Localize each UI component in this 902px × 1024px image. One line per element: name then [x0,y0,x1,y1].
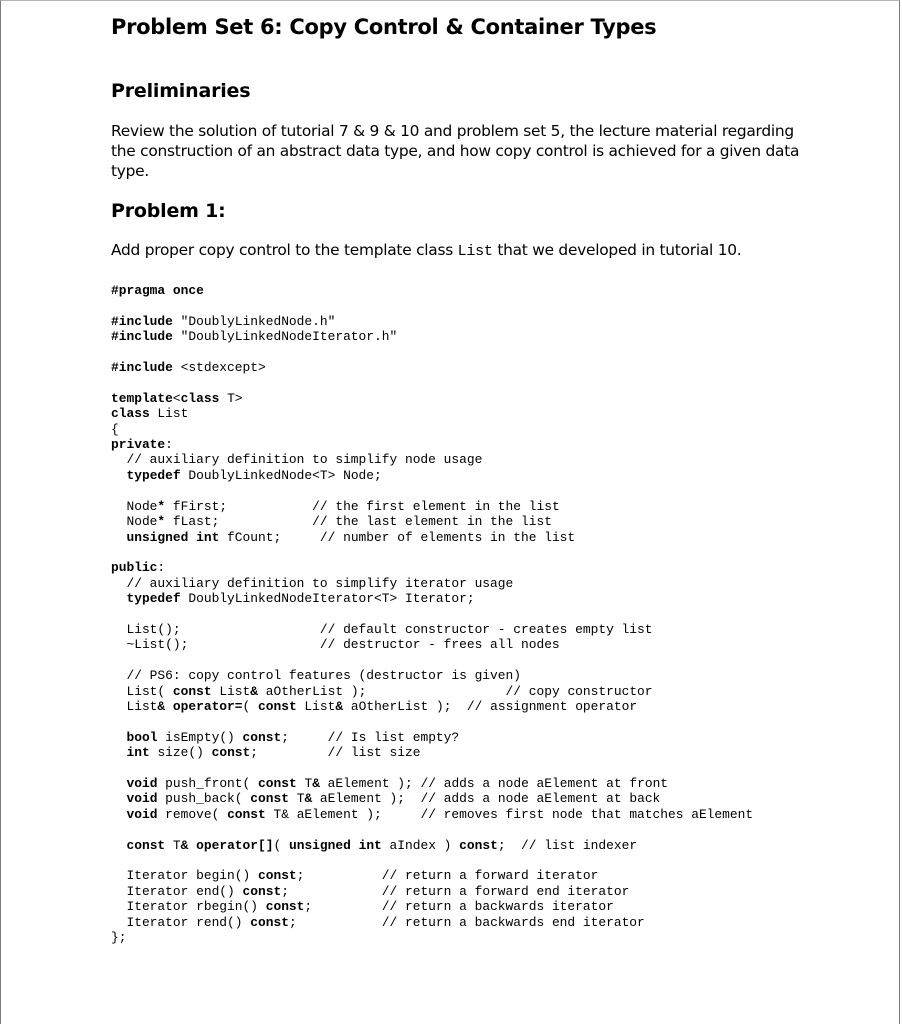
code-keyword: * [157,514,166,530]
code-text: aOtherList ); // assignment operator [343,698,638,714]
code-keyword: typedef [126,467,181,483]
code-keyword: const [126,837,166,853]
code-line [111,468,382,483]
code-text: push_back( [157,791,251,807]
code-keyword: public [111,560,158,576]
code-text: List [111,698,158,714]
code-line [111,730,459,745]
code-text: // auxiliary definition to simplify node usage [111,452,483,468]
code-text: List(); // default constructor - creates empty list [111,621,653,637]
code-line [111,684,653,699]
code-keyword: #pragma once [111,283,204,298]
code-text: ; // list size [250,745,421,761]
code-keyword: const [172,683,212,699]
code-line [111,838,637,853]
code-line [111,868,598,883]
code-text [111,745,126,760]
code-keyword: class [111,406,150,422]
code-text: Node [111,514,158,530]
class-name: List [457,243,493,260]
code-keyword: const [265,899,305,915]
code-text: T [288,791,305,807]
code-keyword: template [111,390,173,406]
code-line [111,699,637,714]
code-text: remove( [157,806,228,822]
code-text: ; // return a forward iterator [296,868,599,884]
code-text [111,776,126,791]
code-text: Iterator end() [111,883,243,899]
code-keyword: #include [111,313,173,329]
preliminaries-heading: Preliminaries [111,80,251,102]
code-text: fFirst; // the first element in the list [165,498,560,514]
problem1-text-before: Add proper copy control to the template class [111,241,458,259]
code-line [111,930,126,945]
code-keyword: const [242,729,282,745]
code-keyword: bool [126,729,158,745]
code-text: ~List(); // destructor - frees all nodes [111,637,560,653]
code-text: "DoublyLinkedNodeIterator.h" [172,329,398,345]
code-text: ; // return a backwards iterator [304,899,614,915]
code-text: aElement ); // adds a node aElement at front [319,776,669,791]
code-text [111,838,126,853]
code-text: isEmpty() [157,729,243,745]
code-line [111,591,475,606]
code-line [111,360,266,375]
code-text: fLast; // the last element in the list [165,514,552,530]
code-keyword: #include [111,329,173,345]
code-keyword: & operator[] [180,837,274,853]
code-keyword: const [227,806,266,822]
code-line [111,437,173,452]
code-keyword: const [242,883,282,899]
code-keyword: & [304,791,313,807]
code-text [111,530,126,545]
code-keyword: void [126,806,158,822]
code-line [111,391,243,406]
code-text: T [296,776,313,791]
code-line [111,283,204,298]
code-line [111,314,335,329]
code-text: }; [111,930,127,946]
code-keyword: const [258,776,297,791]
code-keyword: & [312,776,320,791]
code-text: aIndex ) [381,837,460,853]
code-line [111,514,552,529]
code-keyword: const [250,791,289,807]
code-text: Iterator begin() [111,868,258,884]
code-text: push_front( [157,776,259,791]
code-line [111,807,753,822]
code-text [111,591,126,606]
code-keyword: & [250,683,259,699]
code-text: ; // list indexer [497,837,638,853]
code-line [111,637,560,652]
code-text [111,791,126,806]
code-keyword: & [335,698,344,714]
code-text: T [165,837,181,853]
code-line [111,560,165,575]
code-text: : [157,560,166,576]
code-text: "DoublyLinkedNode.h" [172,313,336,329]
code-text: List [211,683,251,699]
code-line [111,499,560,514]
code-keyword: unsigned int [288,837,382,853]
code-text: List( [111,683,173,699]
code-keyword: const [258,698,297,714]
code-keyword: & operator= [157,698,243,714]
code-text: : [165,437,173,453]
code-line [111,530,575,545]
code-text: // auxiliary definition to simplify iterator usage [111,575,514,591]
code-line [111,329,397,344]
code-line [111,884,629,899]
code-text: Node [111,498,158,514]
code-text: ; // return a forward end iterator [281,883,630,899]
problem1-text [111,240,811,262]
code-text: DoublyLinkedNode<T> Node; [180,467,382,483]
code-line [111,791,660,806]
code-line [111,422,119,437]
code-keyword: const [250,914,289,930]
code-keyword: int [126,745,150,761]
code-text: <stdexcept> [172,360,266,376]
code-keyword: * [157,498,166,514]
code-text [111,730,126,745]
code-line [111,776,668,791]
code-line [111,622,653,637]
page-title: Problem Set 6: Copy Control & Container Types [111,15,657,39]
problem1-heading: Problem 1: [111,200,226,222]
code-keyword: unsigned int [126,529,220,545]
code-line [111,899,614,914]
code-line [111,668,521,683]
code-keyword: typedef [126,591,181,607]
code-line [111,745,420,760]
code-text [111,807,126,822]
code-text: Iterator rend() [111,914,251,930]
code-text: Iterator rbegin() [111,899,266,915]
preliminaries-text: Review the solution of tutorial 7 & 9 & 10 and problem set 5, the lecture material regarding the construction of an abstract data type, and how copy control is achieved for a given data type. [111,122,800,180]
code-line [111,406,188,421]
code-text: List [296,698,336,714]
code-line [111,576,513,591]
code-text: size() [149,745,212,761]
code-keyword: private [111,437,166,453]
code-line [111,915,645,930]
code-text: aElement ); // adds a node aElement at back [312,791,661,807]
code-text: DoublyLinkedNodeIterator<T> Iterator; [180,591,475,607]
code-text: ( [273,837,289,853]
code-keyword: class [180,390,220,406]
problem1-text-after: that we developed in tutorial 10. [492,241,742,259]
code-keyword: const [211,745,251,761]
code-keyword: const [459,837,498,853]
code-keyword: #include [111,360,173,376]
code-text: ; // return a backwards end iterator [288,914,645,930]
code-text: aOtherList ); // copy constructor [258,683,653,699]
code-text: List [149,406,189,422]
code-keyword: const [257,868,297,884]
code-text: ( [242,698,258,714]
code-listing [111,283,753,945]
code-text: T> [219,390,243,406]
code-line [111,452,482,467]
code-text: ; // Is list empty? [281,729,460,745]
code-keyword: void [126,791,158,807]
code-text: fCount; // number of elements in the list [219,529,576,545]
code-text: { [111,421,119,437]
code-text: // PS6: copy control features (destructor is given) [111,668,521,684]
code-text: < [172,390,181,406]
code-text: T& aElement ); // removes first node that matches aElement [265,806,754,822]
code-text [111,468,126,483]
code-keyword: void [126,776,158,791]
